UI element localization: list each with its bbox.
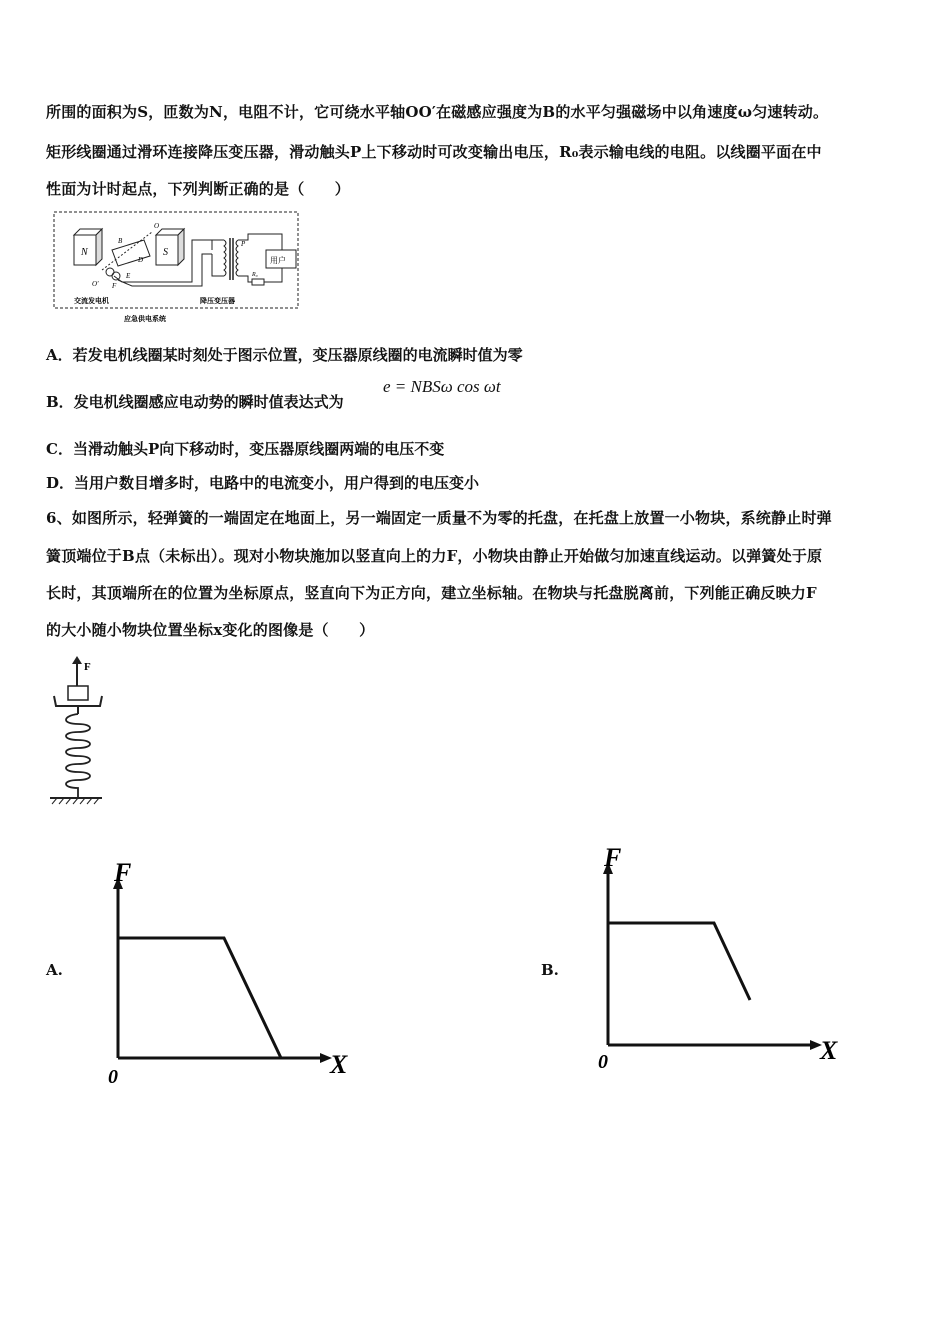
graph-a-curve — [118, 938, 281, 1058]
transformer — [224, 238, 246, 280]
graph-b-curve — [608, 923, 750, 1000]
q6-line-3: 长时，其顶端所在的位置为坐标原点，竖直向下为正方向，建立坐标轴。在物块与托盘脱离前，下列能正确反映力F — [46, 584, 817, 602]
graph-a-x-label: X — [330, 1050, 348, 1079]
graph-b-x-label: X — [820, 1036, 838, 1065]
q6-line-1: 6、如图所示，轻弹簧的一端固定在地面上，另一端固定一质量不为零的托盘，在托盘上放置一小物块，系统静止时弹 — [46, 509, 832, 527]
label-transformer: 降压变压器 — [200, 297, 235, 305]
magnet-s — [156, 229, 184, 265]
svg-text:P: P — [241, 240, 246, 248]
graph-a-y-label: F — [114, 858, 132, 887]
spring-tray-figure — [44, 654, 114, 806]
q5-line-3: 性面为计时起点，下列判断正确的是（ ） — [46, 180, 351, 198]
q5-option-d: D．当用户数目增多时，电路中的电流变小，用户得到的电压变小 — [46, 474, 480, 492]
q5-option-b: B．发电机线圈感应电动势的瞬时值表达式为 — [46, 393, 344, 411]
graph-b — [590, 842, 850, 1077]
label-s: S — [163, 247, 168, 258]
q5-line-2: 矩形线圈通过滑环连接降压变压器，滑动触头P上下移动时可改变输出电压，R₀表示输电线的电阻。以线圈平面在中 — [46, 143, 822, 161]
q5-option-a: A．若发电机线圈某时刻处于图示位置，变压器原线圈的电流瞬时值为零 — [46, 346, 523, 364]
block — [68, 686, 88, 700]
r0-resistor — [252, 279, 264, 285]
svg-text:F: F — [112, 282, 117, 290]
svg-text:O: O — [154, 222, 160, 230]
force-label: F — [84, 661, 91, 673]
q5-option-b-formula: e = NBSω cos ωt — [383, 377, 501, 396]
magnet-n — [74, 229, 102, 265]
graph-b-origin: 0 — [598, 1051, 608, 1073]
label-system: 应急供电系统 — [124, 315, 166, 323]
svg-text:D: D — [138, 256, 144, 264]
generator-transformer-figure — [52, 210, 300, 326]
graph-a — [100, 855, 360, 1090]
q5-option-c: C．当滑动触头P向下移动时，变压器原线圈两端的电压不变 — [46, 440, 445, 458]
svg-text:用户: 用户 — [270, 256, 286, 265]
svg-text:O′: O′ — [92, 280, 99, 288]
svg-text:R₀: R₀ — [252, 272, 258, 278]
graph-a-origin: 0 — [108, 1066, 118, 1088]
q5-line-1: 所围的面积为S，匝数为N，电阻不计，它可绕水平轴OO′在磁感应强度为B的水平匀强磁场中以角速度ω匀速转动。 — [46, 103, 829, 121]
q6-line-2: 簧顶端位于B点（未标出）。现对小物块施加以竖直向上的力F，小物块由静止开始做匀加速直线运动。以弹簧处于原 — [46, 547, 823, 565]
q6-option-a-label: A. — [46, 961, 63, 979]
svg-text:B: B — [118, 237, 123, 245]
q6-line-4: 的大小随小物块位置坐标x变化的图像是（ ） — [46, 621, 375, 639]
spring — [66, 714, 90, 798]
label-n: N — [81, 247, 88, 258]
q6-option-b-label: B. — [541, 961, 559, 979]
label-generator: 交流发电机 — [74, 297, 109, 305]
graph-b-y-label: F — [604, 843, 622, 872]
svg-text:E: E — [126, 272, 131, 280]
